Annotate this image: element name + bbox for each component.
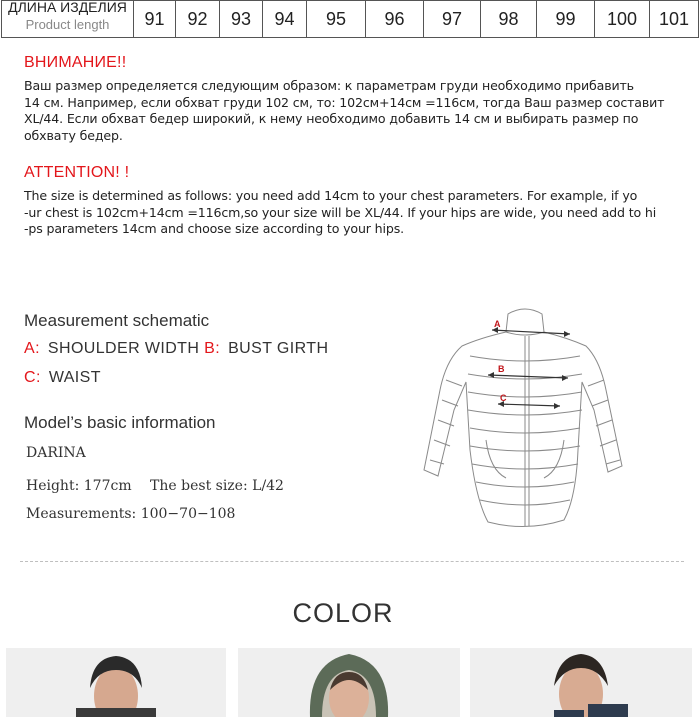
measurement-key-a: A: [24, 340, 40, 357]
diagram-label-a: A [494, 319, 501, 329]
measurement-label-a: SHOULDER WIDTH [47, 340, 200, 357]
model-info-title: Model’s basic information [24, 413, 216, 432]
size-cell: 101 [650, 1, 699, 38]
size-cell: 94 [263, 1, 307, 38]
diagram-label-c: C [500, 393, 507, 403]
size-cell: 96 [366, 1, 424, 38]
diagram-label-b: B [498, 364, 505, 374]
size-cell: 95 [307, 1, 366, 38]
size-table [1, 0, 699, 38]
model-height-line [26, 478, 284, 494]
measurement-key-c: C: [24, 369, 41, 386]
measurement-label-b: BUST GIRTH [228, 340, 329, 357]
attention-text-en: The size is determined as follows: you need add 14cm to your chest parameters. For example, if yo -ur chest is 102cm+14cm =116cm,so your size will be XL/44. If your hips are wide, you need add to hi -ps parameters 14cm and choose size according to your hips. [24, 188, 657, 236]
size-cell: 93 [220, 1, 263, 38]
product-length-en: Product length [25, 17, 110, 33]
color-photo-1[interactable] [6, 648, 226, 717]
best-size-label: The best size: [150, 478, 248, 494]
section-divider [20, 561, 684, 562]
size-cell: 92 [176, 1, 220, 38]
color-photo-2[interactable] [238, 648, 460, 717]
model-measurements-line [26, 506, 235, 522]
measurement-row-1 [24, 340, 328, 358]
measurement-row-2 [24, 369, 101, 387]
attention-title-en: ATTENTION! ! [24, 164, 130, 181]
size-cell: 91 [134, 1, 176, 38]
best-size-value: L/42 [252, 478, 284, 494]
size-cell: 99 [537, 1, 595, 38]
height-value: 177cm [83, 478, 132, 494]
attention-title-ru: ВНИМАНИЕ!! [24, 54, 127, 71]
schematic-title: Measurement schematic [24, 311, 210, 330]
color-photo-3[interactable] [470, 648, 692, 717]
size-cell: 97 [424, 1, 481, 38]
size-cell: 100 [595, 1, 650, 38]
model-name: DARINA [26, 445, 86, 461]
attention-text-ru: Ваш размер определяется следующим образом: к параметрам груди необходимо прибавить 14 см. Например, если обхват груди 102 см, то: 102см+14см =116см, тогда Ваш размер составит XL/44. Если обхват бедер широкий, к нему необходимо добавить 14 см и выбирать размер по обхвату бедер. [24, 78, 665, 143]
height-label: Height: [26, 478, 80, 494]
size-cell: 98 [481, 1, 537, 38]
measurements-label: Measurements: [26, 506, 137, 522]
color-section-title: COLOR [292, 598, 394, 628]
product-length-ru: ДЛИНА ИЗДЕЛИЯ [8, 0, 127, 15]
measurements-value: 100−70−108 [140, 506, 236, 522]
size-table-header [2, 1, 134, 38]
measurement-label-c: WAIST [48, 369, 101, 386]
jacket-schematic [410, 300, 640, 530]
measurement-key-b: B: [204, 340, 221, 357]
size-table-row [2, 1, 699, 38]
